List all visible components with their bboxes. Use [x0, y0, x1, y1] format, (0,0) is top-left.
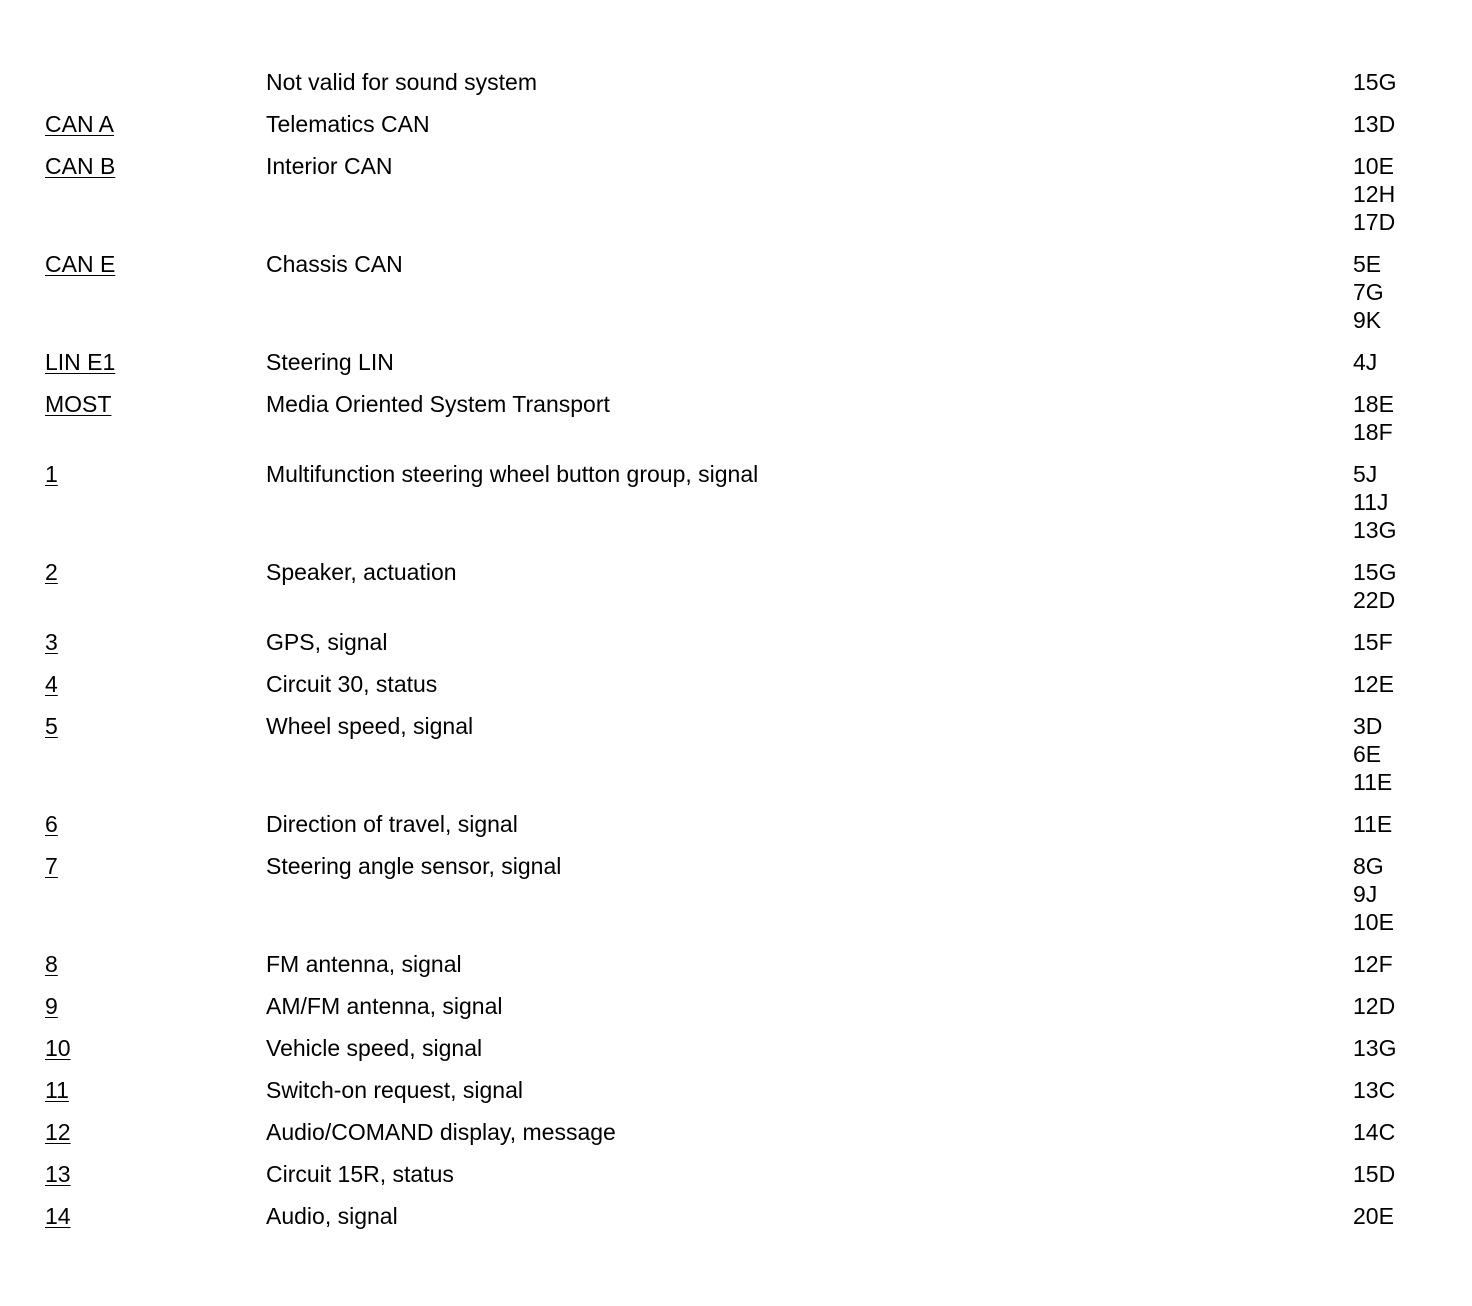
- legend-ref: 11E: [1353, 811, 1393, 837]
- legend-code-link[interactable]: 2: [45, 559, 58, 585]
- legend-ref: 13G: [1353, 1035, 1397, 1061]
- legend-row: [0, 992, 1472, 1020]
- legend-code-link[interactable]: 1: [45, 461, 58, 487]
- legend-ref: 18F: [1353, 419, 1393, 445]
- legend-refs: [1353, 1034, 1472, 1062]
- legend-row: [0, 152, 1472, 236]
- legend-row: [0, 558, 1472, 614]
- legend-row: [0, 950, 1472, 978]
- legend-refs: [1353, 152, 1472, 236]
- legend-row: [0, 852, 1472, 936]
- legend-description: AM/FM antenna, signal: [266, 993, 503, 1019]
- legend-description: Circuit 30, status: [266, 671, 438, 697]
- legend-description: Chassis CAN: [266, 251, 403, 277]
- legend-code-link[interactable]: 7: [45, 853, 58, 879]
- legend-code-link[interactable]: 3: [45, 629, 58, 655]
- legend-row: [0, 250, 1472, 334]
- legend-ref: 10E: [1353, 909, 1394, 935]
- legend-code-link[interactable]: 14: [45, 1203, 71, 1229]
- legend-refs: [1353, 1076, 1472, 1104]
- legend-code-link[interactable]: 9: [45, 993, 58, 1019]
- legend-row: [0, 348, 1472, 376]
- legend-ref: 5J: [1353, 461, 1378, 487]
- legend-ref: 9J: [1353, 881, 1378, 907]
- legend-ref: 4J: [1353, 349, 1378, 375]
- legend-ref: 22D: [1353, 587, 1396, 613]
- legend-description: Direction of travel, signal: [266, 811, 518, 837]
- legend-description: Interior CAN: [266, 153, 393, 179]
- legend-refs: [1353, 390, 1472, 446]
- legend-code-link[interactable]: MOST: [45, 391, 112, 417]
- legend-code-link[interactable]: CAN E: [45, 251, 116, 277]
- legend-ref: 15G: [1353, 69, 1397, 95]
- legend-ref: 13C: [1353, 1077, 1396, 1103]
- legend-ref: 12E: [1353, 671, 1394, 697]
- legend-refs: [1353, 712, 1472, 796]
- legend-code-link[interactable]: CAN A: [45, 111, 115, 137]
- legend-ref: 12H: [1353, 181, 1396, 207]
- legend-refs: [1353, 460, 1472, 544]
- legend-row: [0, 110, 1472, 138]
- legend-description: Vehicle speed, signal: [266, 1035, 483, 1061]
- legend-refs: [1353, 950, 1472, 978]
- legend-refs: [1353, 558, 1472, 614]
- legend-row: [0, 670, 1472, 698]
- legend-description: Circuit 15R, status: [266, 1161, 454, 1187]
- legend-code-link[interactable]: 13: [45, 1161, 71, 1187]
- legend-description: Audio/COMAND display, message: [266, 1119, 616, 1145]
- legend-description: Media Oriented System Transport: [266, 391, 610, 417]
- legend-code-link[interactable]: 10: [45, 1035, 71, 1061]
- legend-ref: 13D: [1353, 111, 1396, 137]
- legend-ref: 5E: [1353, 251, 1382, 277]
- legend-description: FM antenna, signal: [266, 951, 462, 977]
- legend-code-link[interactable]: 6: [45, 811, 58, 837]
- legend-ref: 10E: [1353, 153, 1394, 179]
- legend-code-link[interactable]: 11: [45, 1077, 69, 1103]
- legend-refs: [1353, 992, 1472, 1020]
- legend-ref: 15F: [1353, 629, 1393, 655]
- legend-code-link[interactable]: 4: [45, 671, 58, 697]
- legend-refs: [1353, 250, 1472, 334]
- legend-ref: 11E: [1353, 769, 1393, 795]
- legend-refs: [1353, 1118, 1472, 1146]
- legend-code-link[interactable]: 8: [45, 951, 58, 977]
- legend-ref: 8G: [1353, 853, 1384, 879]
- legend-refs: [1353, 1160, 1472, 1188]
- legend-refs: [1353, 670, 1472, 698]
- legend-ref: 12F: [1353, 951, 1393, 977]
- legend-refs: [1353, 852, 1472, 936]
- legend-refs: [1353, 1202, 1472, 1230]
- legend-ref: 20E: [1353, 1203, 1394, 1229]
- legend-ref: 3D: [1353, 713, 1383, 739]
- legend-ref: 14C: [1353, 1119, 1396, 1145]
- legend-row: [0, 810, 1472, 838]
- legend-refs: [1353, 110, 1472, 138]
- legend-ref: 9K: [1353, 307, 1382, 333]
- legend-row: [0, 68, 1472, 96]
- legend-code-link[interactable]: 12: [45, 1119, 71, 1145]
- legend-description: Telematics CAN: [266, 111, 430, 137]
- legend-row: [0, 390, 1472, 446]
- legend-row: [0, 1160, 1472, 1188]
- legend-ref: 12D: [1353, 993, 1396, 1019]
- legend-row: [0, 628, 1472, 656]
- legend-ref: 6E: [1353, 741, 1382, 767]
- legend-ref: 13G: [1353, 517, 1397, 543]
- legend-code-link[interactable]: CAN B: [45, 153, 116, 179]
- legend-code-link[interactable]: 5: [45, 713, 58, 739]
- legend-row: [0, 1034, 1472, 1062]
- legend-refs: [1353, 68, 1472, 96]
- legend-description: Wheel speed, signal: [266, 713, 474, 739]
- legend-description: Not valid for sound system: [266, 69, 538, 95]
- legend-ref: 17D: [1353, 209, 1396, 235]
- legend-row: [0, 1076, 1472, 1104]
- legend-ref: 15D: [1353, 1161, 1396, 1187]
- legend-refs: [1353, 348, 1472, 376]
- legend-row: [0, 712, 1472, 796]
- legend-description: Audio, signal: [266, 1203, 398, 1229]
- legend-description: Steering LIN: [266, 349, 394, 375]
- legend-description: Steering angle sensor, signal: [266, 853, 562, 879]
- legend-ref: 7G: [1353, 279, 1384, 305]
- legend-table: [0, 68, 1472, 1244]
- legend-row: [0, 460, 1472, 544]
- legend-row: [0, 1118, 1472, 1146]
- legend-code-link[interactable]: LIN E1: [45, 349, 116, 375]
- legend-refs: [1353, 810, 1472, 838]
- legend-description: Switch-on request, signal: [266, 1077, 523, 1103]
- legend-description: Multifunction steering wheel button group, signal: [266, 461, 759, 487]
- legend-ref: 11J: [1353, 489, 1389, 515]
- legend-ref: 15G: [1353, 559, 1397, 585]
- legend-ref: 18E: [1353, 391, 1394, 417]
- legend-refs: [1353, 628, 1472, 656]
- legend-description: GPS, signal: [266, 629, 388, 655]
- legend-description: Speaker, actuation: [266, 559, 457, 585]
- legend-row: [0, 1202, 1472, 1230]
